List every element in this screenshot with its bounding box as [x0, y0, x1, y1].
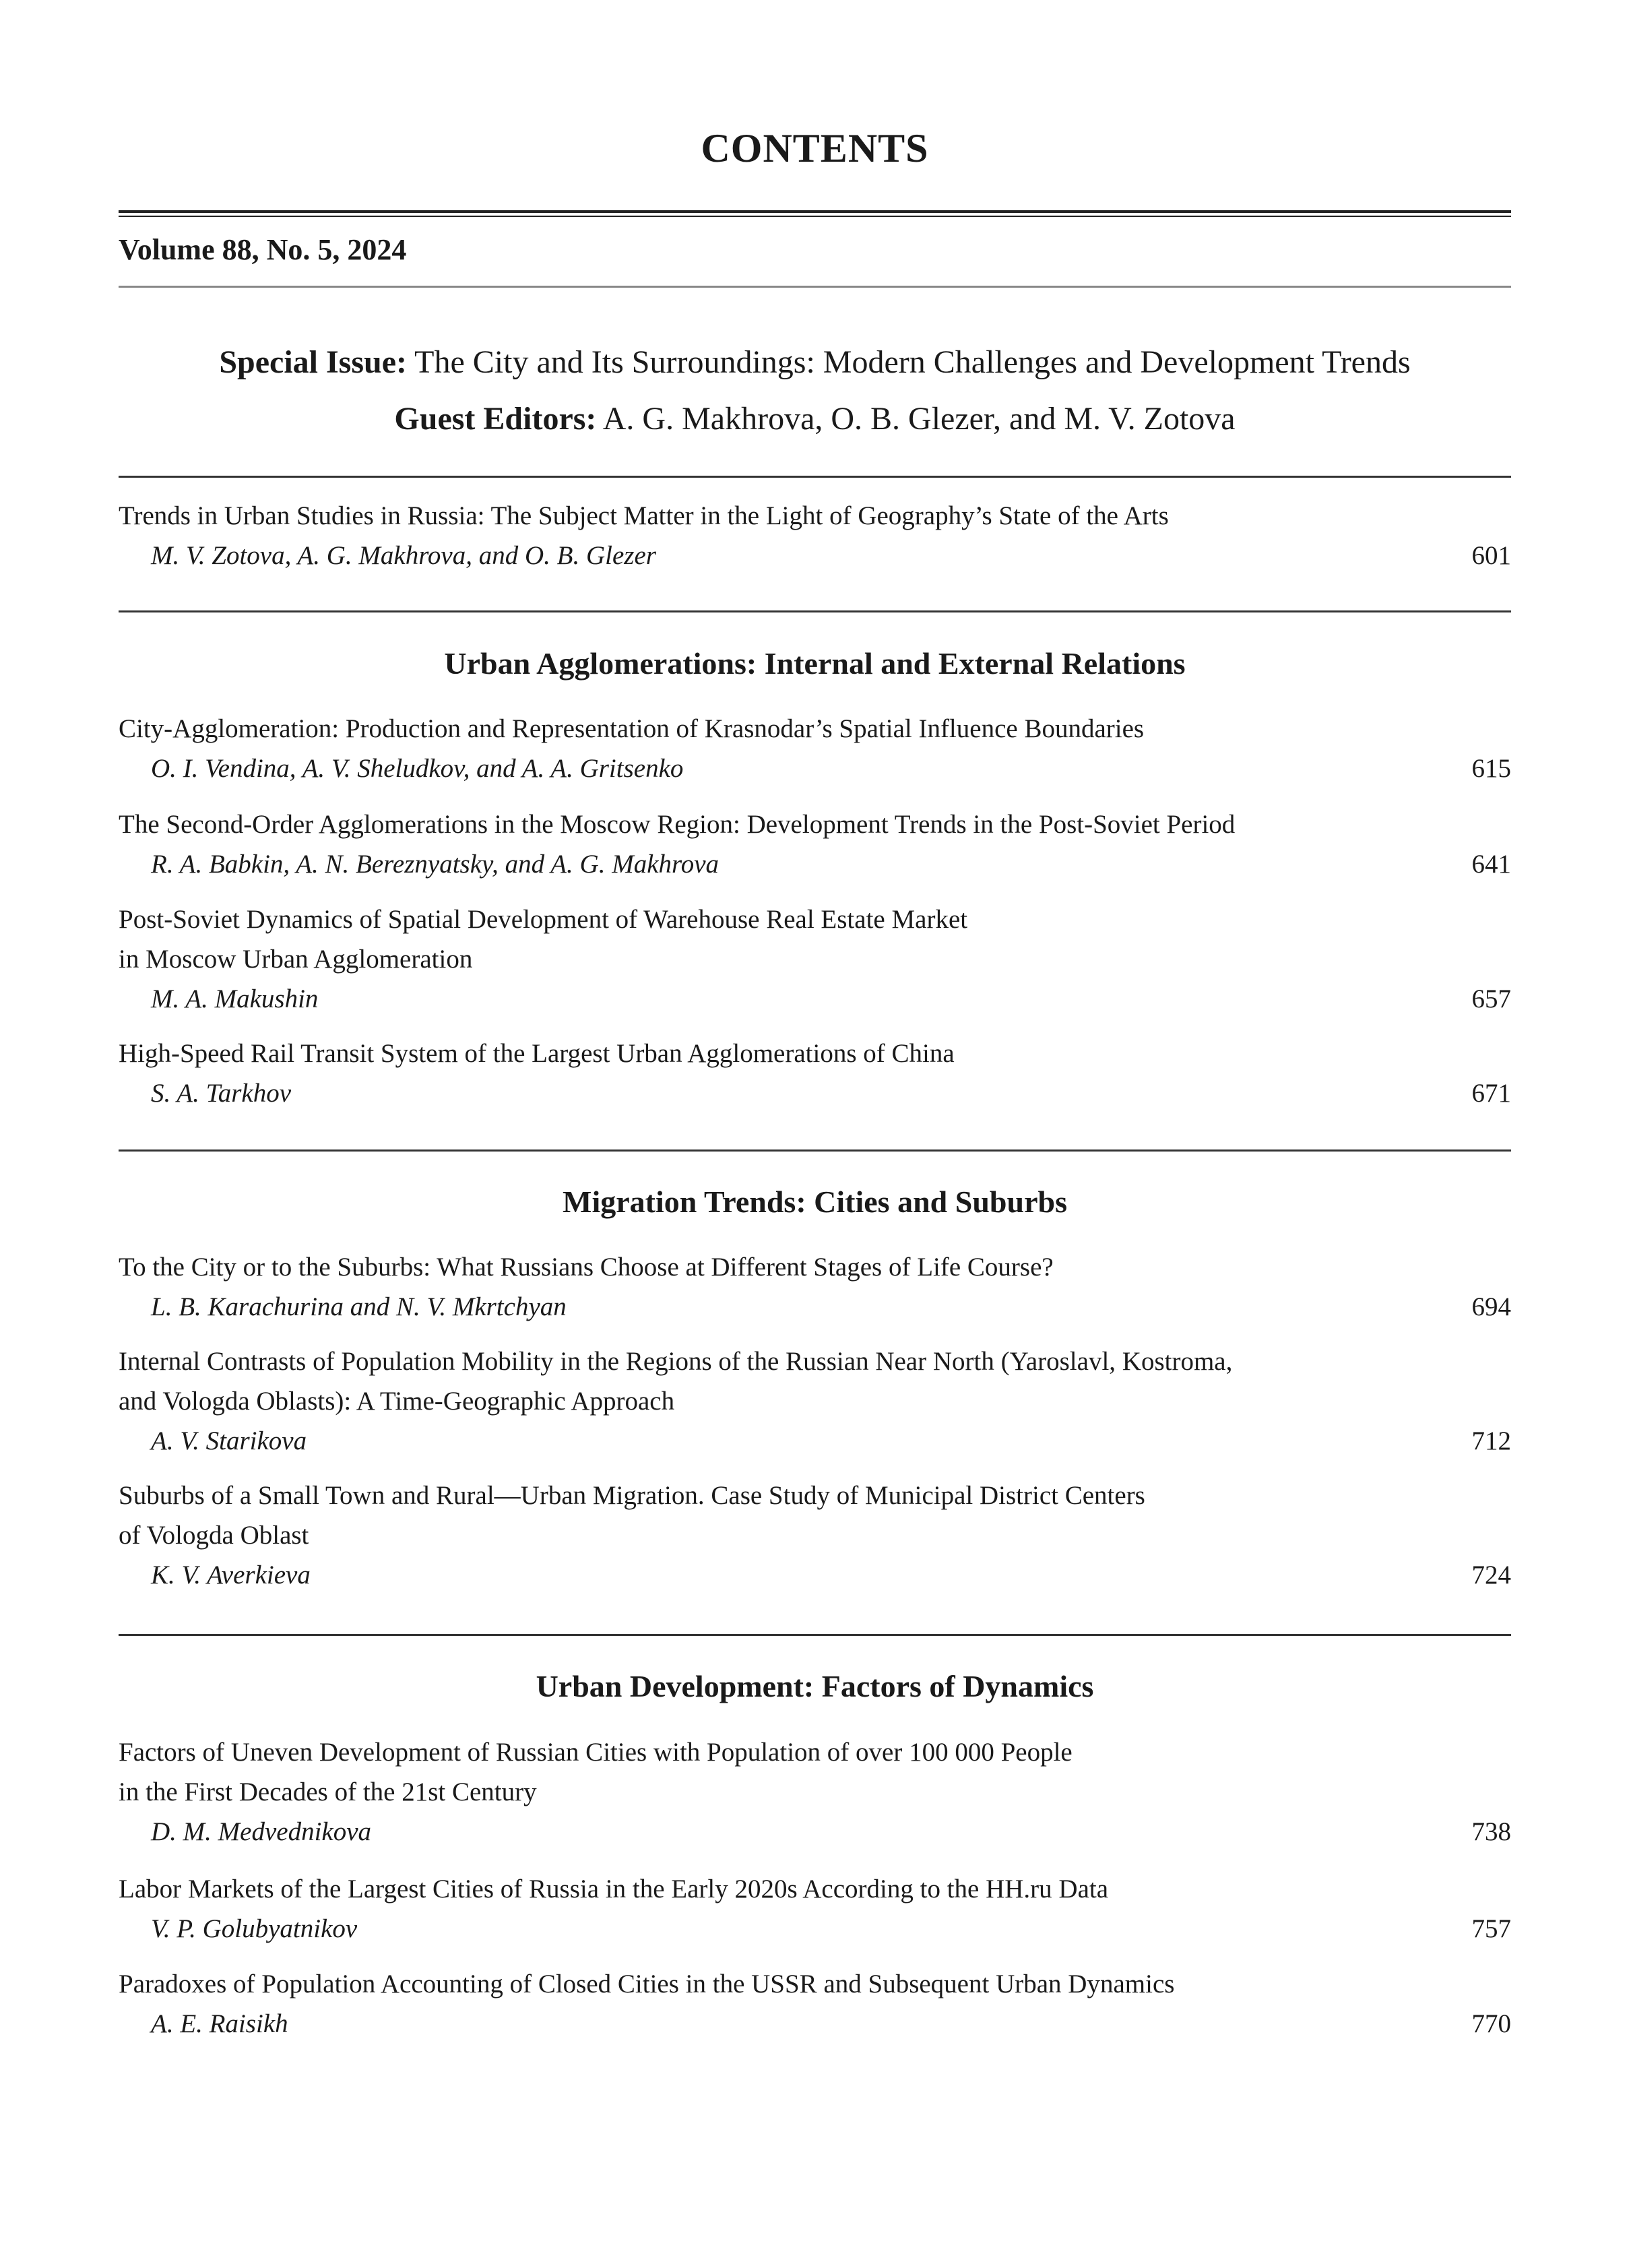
special-issue-text: The City and Its Surroundings: Modern Challenges and Development Trends: [414, 344, 1411, 380]
volume-info: Volume 88, No. 5, 2024: [119, 233, 407, 266]
toc-entry[interactable]: [119, 1342, 1511, 1461]
section-rule: [119, 610, 1511, 612]
article-authors: R. A. Babkin, A. N. Bereznyatsky, and A. G. Makhrova: [151, 850, 719, 879]
page-number: 770: [1471, 2009, 1511, 2038]
guest-editors-label: Guest Editors:: [394, 401, 597, 437]
article-authors: M. V. Zotova, A. G. Makhrova, and O. B. Glezer: [151, 541, 656, 570]
article-title: Factors of Uneven Development of Russian Cities with Population of over 100 000 People: [119, 1738, 1073, 1767]
article-authors: D. M. Medvednikova: [151, 1817, 372, 1846]
contents-page: [119, 0, 1511, 2268]
article-title: High-Speed Rail Transit System of the Largest Urban Agglomerations of China: [119, 1039, 955, 1068]
article-title-continued: in the First Decades of the 21st Century: [119, 1777, 537, 1806]
toc-entry[interactable]: [119, 1034, 1511, 1113]
toc-entry[interactable]: [119, 496, 1511, 575]
article-authors: A. E. Raisikh: [151, 2009, 288, 2038]
article-authors: K. V. Averkieva: [151, 1561, 311, 1589]
special-issue-line: [119, 344, 1511, 381]
section-rule: [119, 1149, 1511, 1152]
section-heading: Urban Development: Factors of Dynamics: [536, 1669, 1094, 1703]
page-number: 641: [1471, 850, 1511, 879]
guest-editors-names: A. G. Makhrova, O. B. Glezer, and M. V. Zotova: [602, 401, 1236, 437]
article-authors: V. P. Golubyatnikov: [151, 1914, 358, 1943]
page-title: CONTENTS: [701, 126, 929, 170]
section-heading: Migration Trends: Cities and Suburbs: [563, 1185, 1067, 1219]
title-double-rule: [119, 210, 1511, 217]
article-authors: O. I. Vendina, A. V. Sheludkov, and A. A. Gritsenko: [151, 754, 684, 783]
page-number: 657: [1471, 984, 1511, 1013]
toc-entry[interactable]: [119, 1732, 1511, 1852]
toc-entry[interactable]: [119, 1964, 1511, 2044]
article-title-continued: and Vologda Oblasts): A Time-Geographic Approach: [119, 1387, 675, 1416]
article-title-continued: of Vologda Oblast: [119, 1521, 309, 1550]
toc-entry[interactable]: [119, 709, 1511, 788]
article-title: Internal Contrasts of Population Mobility in the Regions of the Russian Near North (Yaroslavl, Kostroma,: [119, 1347, 1233, 1376]
volume-rule: [119, 286, 1511, 288]
toc-entry[interactable]: [119, 805, 1511, 884]
article-authors: A. V. Starikova: [151, 1426, 307, 1455]
page-number: 694: [1471, 1292, 1511, 1321]
page-number: 671: [1471, 1079, 1511, 1108]
page-number: 615: [1471, 754, 1511, 783]
section-heading: Urban Agglomerations: Internal and External Relations: [444, 646, 1186, 681]
page-number: 601: [1471, 541, 1511, 570]
article-authors: L. B. Karachurina and N. V. Mkrtchyan: [151, 1292, 567, 1321]
toc-entry[interactable]: [119, 1869, 1511, 1949]
page-number: 757: [1471, 1914, 1511, 1943]
article-title: Paradoxes of Population Accounting of Closed Cities in the USSR and Subsequent Urban Dynamics: [119, 1970, 1175, 1998]
article-authors: S. A. Tarkhov: [151, 1079, 292, 1108]
article-title: To the City or to the Suburbs: What Russians Choose at Different Stages of Life Course?: [119, 1253, 1054, 1282]
article-authors: M. A. Makushin: [151, 984, 319, 1013]
article-title-continued: in Moscow Urban Agglomeration: [119, 945, 473, 974]
article-title: The Second-Order Agglomerations in the Moscow Region: Development Trends in the Post-Soviet Period: [119, 810, 1236, 839]
article-title: Suburbs of a Small Town and Rural—Urban Migration. Case Study of Municipal District Centers: [119, 1481, 1145, 1510]
page-number: 724: [1471, 1561, 1511, 1589]
section-rule: [119, 476, 1511, 478]
toc-entry[interactable]: [119, 900, 1511, 1019]
guest-editors-line: [119, 400, 1511, 437]
special-issue-label: Special Issue:: [219, 344, 408, 380]
section-rule: [119, 1634, 1511, 1636]
article-title: Labor Markets of the Largest Cities of Russia in the Early 2020s According to the HH.ru Data: [119, 1875, 1109, 1903]
article-title: Trends in Urban Studies in Russia: The Subject Matter in the Light of Geography’s State of the Arts: [119, 501, 1169, 530]
article-title: City-Agglomeration: Production and Representation of Krasnodar’s Spatial Influence Boundaries: [119, 714, 1145, 743]
page-number: 712: [1471, 1426, 1511, 1455]
article-title: Post-Soviet Dynamics of Spatial Development of Warehouse Real Estate Market: [119, 905, 968, 934]
toc-entry[interactable]: [119, 1476, 1511, 1595]
page-number: 738: [1471, 1817, 1511, 1846]
toc-entry[interactable]: [119, 1247, 1511, 1327]
